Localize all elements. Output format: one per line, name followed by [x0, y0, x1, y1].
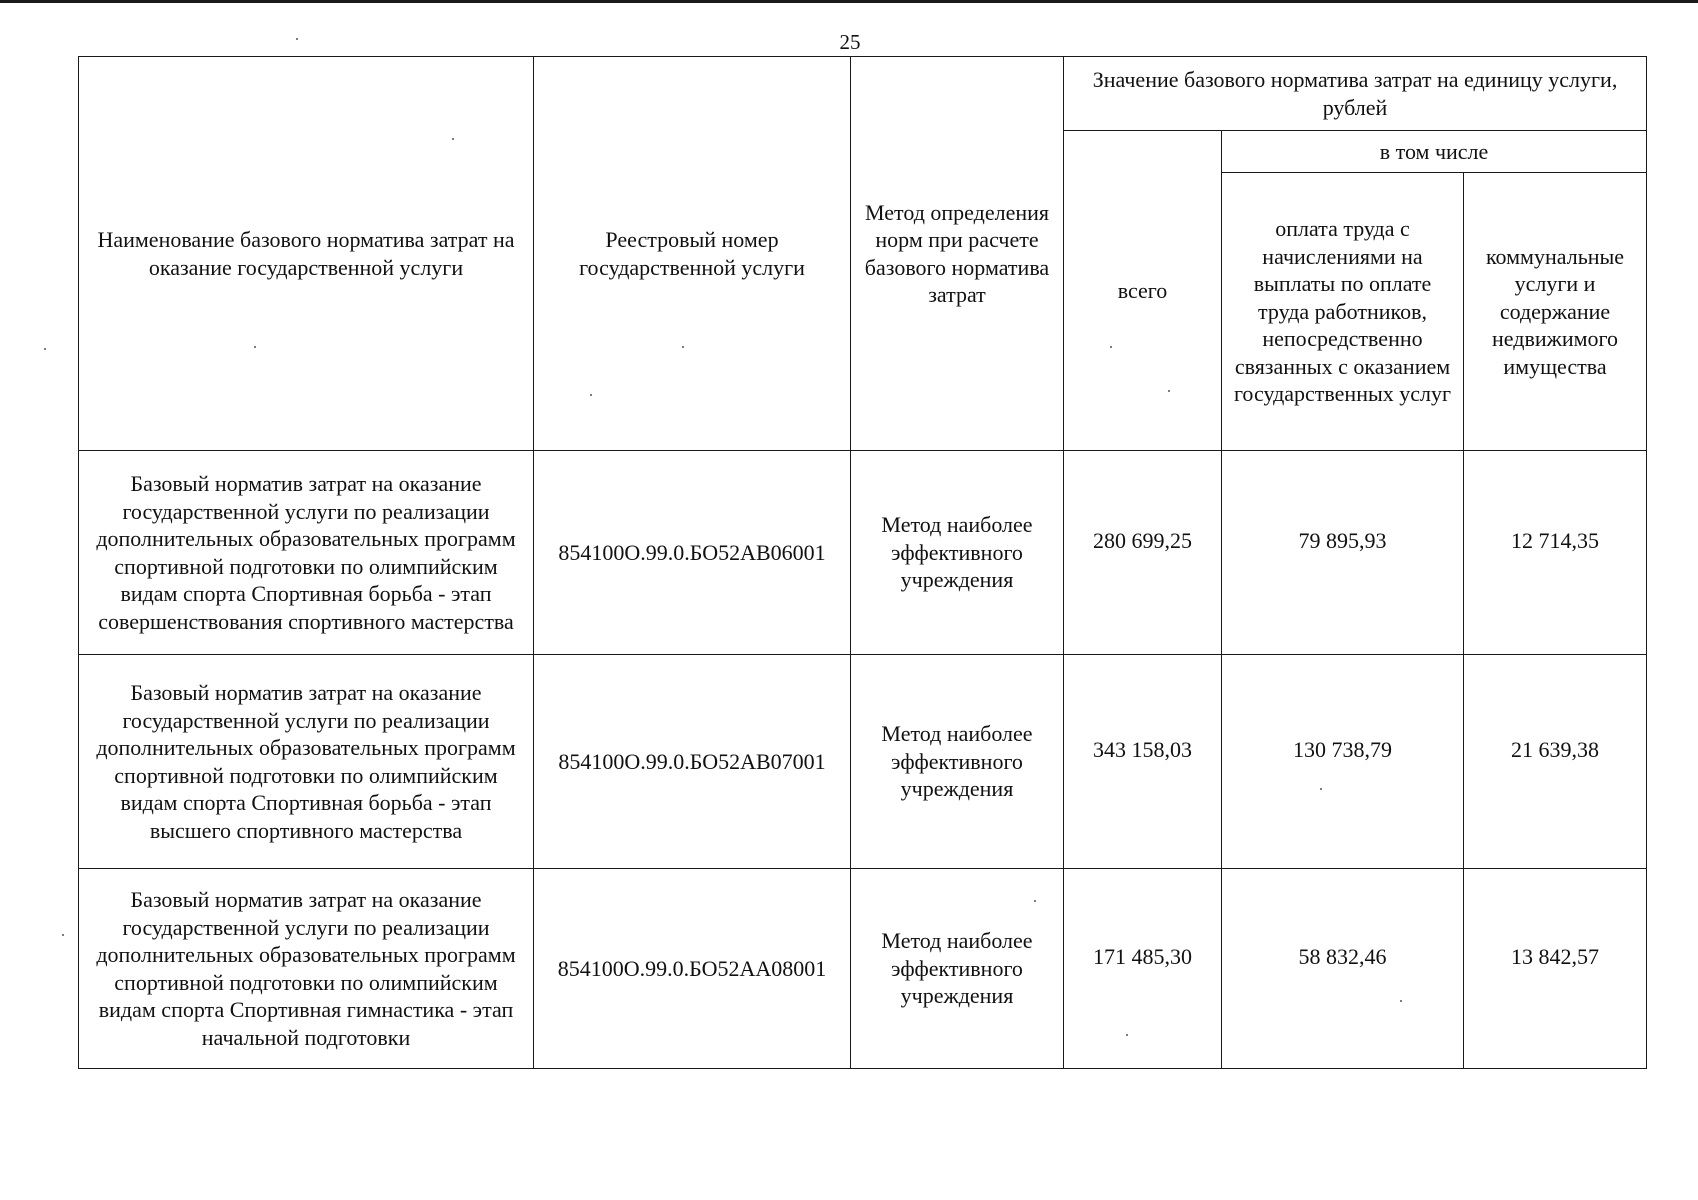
header-name: Наименование базового норматива затрат на оказание государственной услуги [79, 57, 534, 451]
row-total-cell [1064, 655, 1222, 869]
scan-speck [1110, 346, 1112, 348]
scan-speck [296, 38, 298, 40]
scan-speck [1400, 1000, 1402, 1002]
scan-speck [1034, 900, 1036, 902]
header-row-1 [79, 57, 1647, 131]
row-registry-cell: 854100О.99.0.БО52АА08001 [534, 869, 851, 1069]
row-method-cell: Метод наиболее эффективного учреждения [851, 451, 1064, 655]
row-registry-cell: 854100О.99.0.БО52АВ06001 [534, 451, 851, 655]
scan-speck [44, 348, 46, 350]
header-labor: оплата труда с начислениями на выплаты по оплате труда работников, непосредственно связанных с оказанием государственных услуг [1222, 173, 1464, 451]
row-name-cell: Базовый норматив затрат на оказание государственной услуги по реализации дополнительных образовательных программ спортивной подготовки по олимпийским видам спорта Спортивная борьба - этап высшего спортивного мастерства [79, 655, 534, 869]
row-total-cell [1064, 869, 1222, 1069]
table-row [79, 451, 1647, 655]
header-method: Метод определения норм при расчете базового норматива затрат [851, 57, 1064, 451]
cost-norms-table [78, 56, 1647, 1069]
row-total-value: 171 485,30 [1093, 943, 1192, 969]
scan-speck [62, 934, 64, 936]
row-utilities-value: 12 714,35 [1511, 527, 1600, 553]
row-labor-cell [1222, 655, 1464, 869]
row-registry-cell: 854100О.99.0.БО52АВ07001 [534, 655, 851, 869]
scan-speck [1168, 390, 1170, 392]
row-name-cell: Базовый норматив затрат на оказание государственной услуги по реализации дополнительных образовательных программ спортивной подготовки по олимпийским видам спорта Спортивная борьба - этап совершенствования спортивного мастерства [79, 451, 534, 655]
header-registry-number: Реестровый номер государственной услуги [534, 57, 851, 451]
row-labor-value: 79 895,93 [1298, 527, 1387, 553]
row-utilities-value: 13 842,57 [1511, 943, 1600, 969]
header-utilities: коммунальные услуги и содержание недвижимого имущества [1464, 173, 1647, 451]
scan-speck [1320, 788, 1322, 790]
table-row [79, 869, 1647, 1069]
scan-speck [452, 138, 454, 140]
row-total-value: 343 158,03 [1093, 736, 1192, 762]
row-utilities-value: 21 639,38 [1511, 736, 1600, 762]
scan-speck [590, 394, 592, 396]
page-number: 25 [839, 30, 861, 54]
row-total-value: 280 699,25 [1093, 527, 1192, 553]
row-total-cell [1064, 451, 1222, 655]
row-name-cell: Базовый норматив затрат на оказание государственной услуги по реализации дополнительных образовательных программ спортивной подготовки по олимпийским видам спорта Спортивная гимнастика - этап начальной подготовки [79, 869, 534, 1069]
row-method-cell: Метод наиболее эффективного учреждения [851, 869, 1064, 1069]
scan-speck [682, 346, 684, 348]
scan-speck [1126, 1034, 1128, 1036]
row-labor-cell [1222, 451, 1464, 655]
header-including: в том числе [1222, 131, 1647, 173]
row-utilities-cell [1464, 655, 1647, 869]
row-utilities-cell [1464, 869, 1647, 1069]
row-labor-cell [1222, 869, 1464, 1069]
top-border-line [0, 0, 1698, 3]
header-value-group: Значение базового норматива затрат на единицу услуги, рублей [1064, 57, 1647, 131]
header-total: всего [1064, 131, 1222, 451]
row-method-cell: Метод наиболее эффективного учреждения [851, 655, 1064, 869]
row-utilities-cell [1464, 451, 1647, 655]
row-labor-value: 130 738,79 [1293, 736, 1392, 762]
scan-speck [254, 346, 256, 348]
row-labor-value: 58 832,46 [1298, 943, 1387, 969]
table-row [79, 655, 1647, 869]
